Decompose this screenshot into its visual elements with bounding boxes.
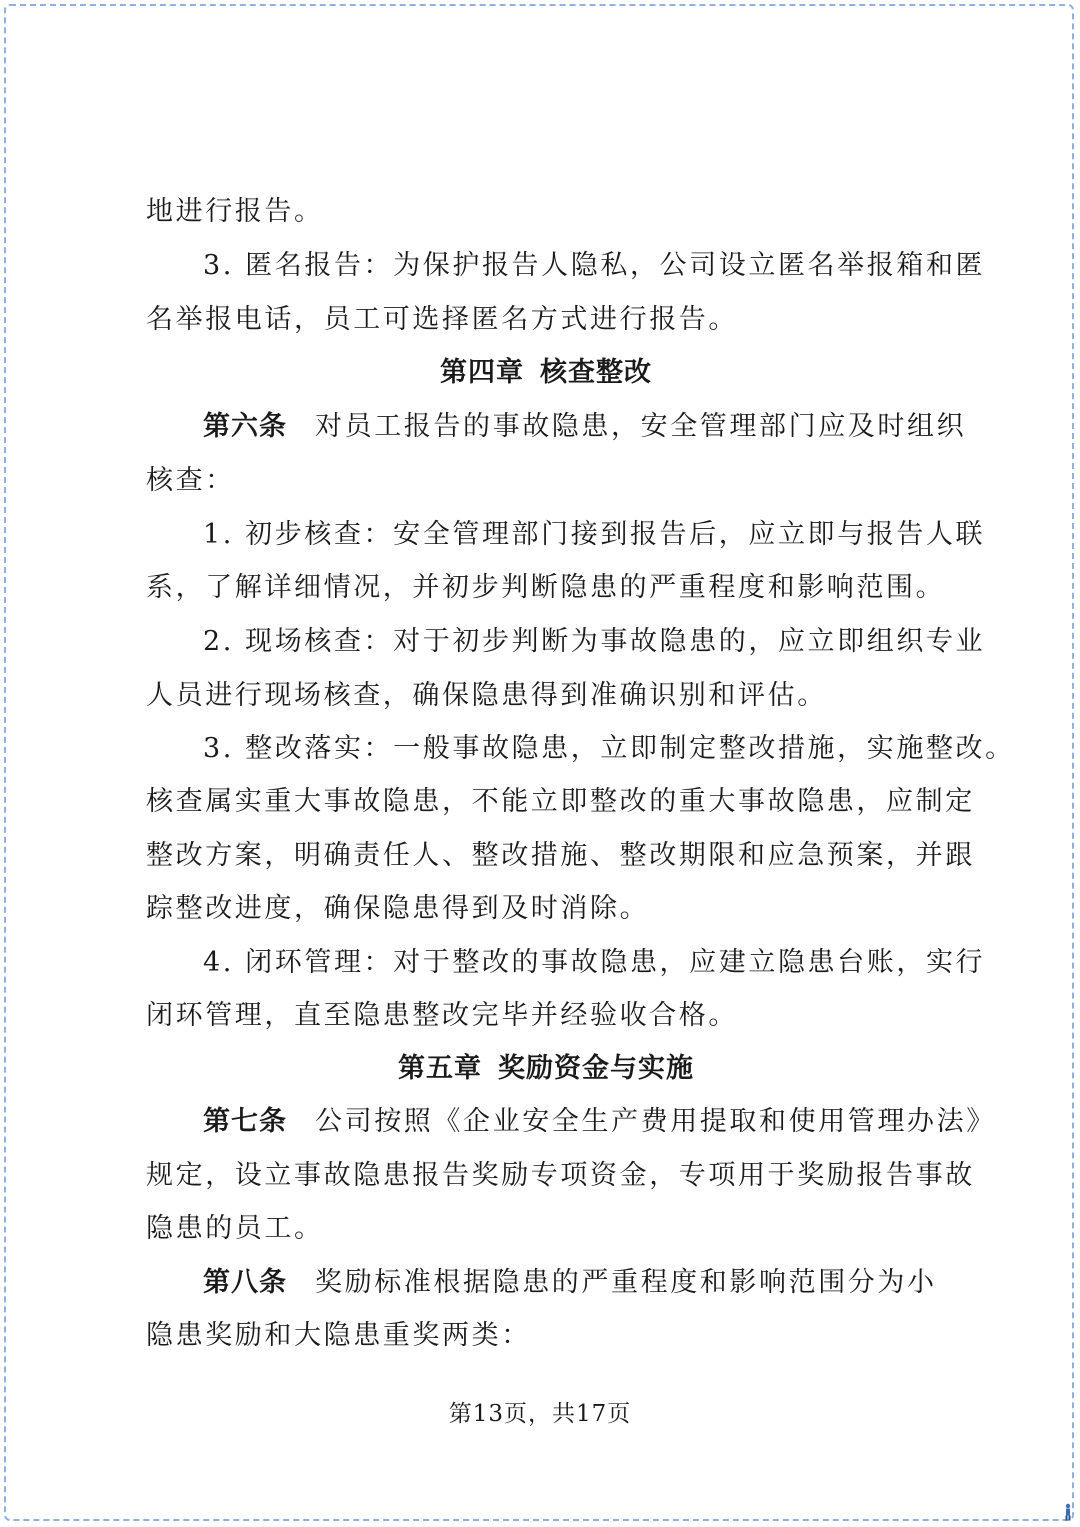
- chapter-number: 第四章: [440, 357, 524, 388]
- paragraph-line: 整改方案，明确责任人、整改措施、整改期限和应急预案，并跟: [146, 840, 975, 871]
- paragraph-line: 核查属实重大事故隐患，不能立即整改的重大事故隐患，应制定: [146, 786, 975, 817]
- paragraph-line: 踪整改进度，确保隐患得到及时消除。: [146, 893, 650, 924]
- chapter-title: 核查整改: [540, 357, 652, 388]
- paragraph-line: 隐患的员工。: [146, 1213, 324, 1244]
- paragraph-line: 隐患奖励和大隐患重奖两类：: [146, 1320, 531, 1351]
- paragraph-line: 闭环管理，直至隐患整改完毕并经验收合格。: [146, 1000, 738, 1031]
- paragraph-line: 1. 初步核查：安全管理部门接到报告后，应立即与报告人联: [203, 519, 986, 550]
- chapter-4-heading: [146, 346, 946, 400]
- article-label: 第七条: [203, 1106, 287, 1137]
- article-label: 第八条: [203, 1267, 287, 1298]
- paragraph-line: 人员进行现场核查，确保隐患得到准确识别和评估。: [146, 680, 827, 711]
- paragraph-line: 核查：: [146, 465, 235, 496]
- chapter-5-heading: [146, 1042, 946, 1096]
- paragraph-line: 规定，设立事故隐患报告奖励专项资金，专项用于奖励报告事故: [146, 1160, 975, 1191]
- article-7-line: [146, 1095, 1003, 1149]
- article-text: 对员工报告的事故隐患，安全管理部门应及时组织: [315, 411, 967, 442]
- article-text: 奖励标准根据隐患的严重程度和影响范围分为小: [315, 1267, 937, 1298]
- paragraph-line: 名举报电话，员工可选择匿名方式进行报告。: [146, 304, 738, 335]
- paragraph-line: 3. 匿名报告：为保护报告人隐私，公司设立匿名举报箱和匿: [203, 250, 986, 281]
- paragraph-line: 3. 整改落实：一般事故隐患，立即制定整改措施，实施整改。: [203, 733, 1015, 764]
- page-footer: 第13页，共17页: [448, 1401, 632, 1427]
- paragraph-line: 系，了解详细情况，并初步判断隐患的严重程度和影响范围。: [146, 572, 946, 603]
- paragraph-line: 2. 现场核查：对于初步判断为事故隐患的，应立即组织专业: [203, 626, 986, 657]
- person-figure-icon: [1062, 1503, 1074, 1521]
- paragraph-line: 地进行报告。: [146, 196, 324, 227]
- article-8-line: [146, 1256, 1003, 1310]
- chapter-number: 第五章: [398, 1053, 482, 1084]
- article-6-line: [146, 400, 1003, 454]
- paragraph-line: 4. 闭环管理：对于整改的事故隐患，应建立隐患台账，实行: [203, 947, 986, 978]
- article-label: 第六条: [203, 411, 287, 442]
- chapter-title: 奖励资金与实施: [498, 1053, 694, 1084]
- article-text: 公司按照《企业安全生产费用提取和使用管理办法》: [315, 1106, 996, 1137]
